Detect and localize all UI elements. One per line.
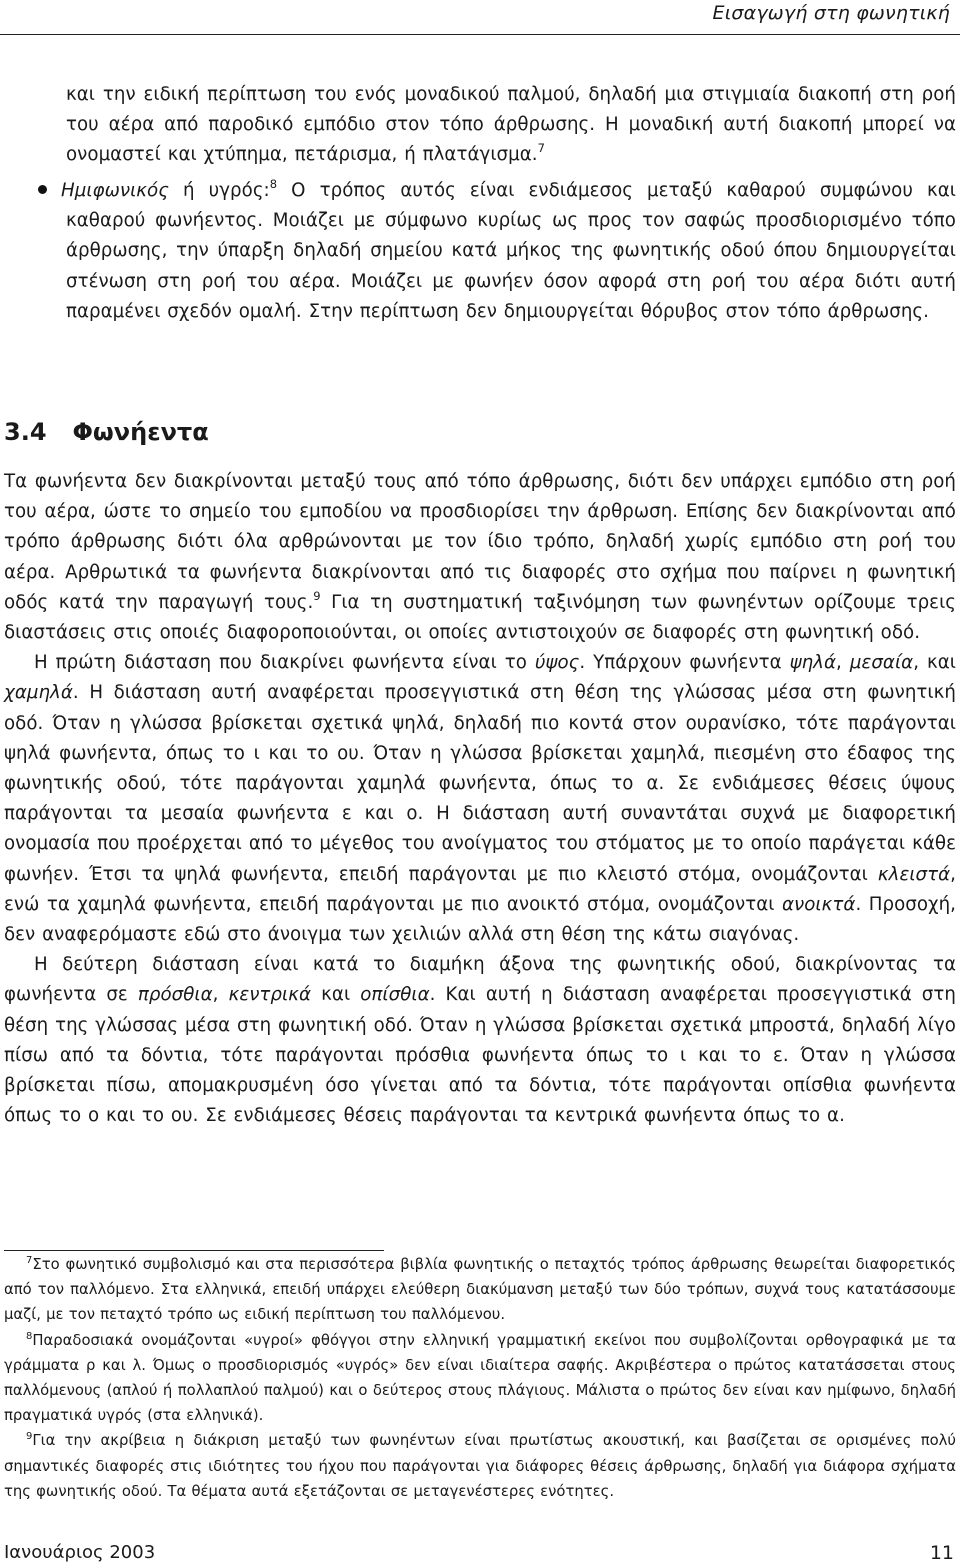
continuation-text: και την ειδική περίπτωση του ενός μοναδικού παλμού, δηλαδή μια στιγμιαία διακοπή στη ροή του αέρα από παροδικό εμπόδιο στον τόπο άρθρωσης. Η μοναδική αυτή διακοπή μπορεί να ονομαστεί και χτύπημα, πετάρισμα, ή πλατάγισμα.: [66, 84, 956, 166]
footnote-8: [4, 1328, 956, 1429]
footnote-text: Για την ακρίβεια η διάκριση μεταξύ των φωνηέντων είναι πρωτίστως ακουστική, και βασίζεται σε ορισμένες πολύ σημαντικές διαφορές στις ιδιότητες του ήχου που παράγονται για διάφορες θέσεις άρθρωσης, δηλαδή για διάφορα σχήματα της φωνητικής οδού. Τα θέματα αυτά εξετάζονται σε μεταγενέστερες ενότητες.: [4, 1432, 956, 1500]
paragraph-3: [4, 950, 956, 1131]
footnote-ref-8[interactable]: 8: [269, 177, 278, 191]
bullet-term: Ημιφωνικός: [61, 180, 169, 201]
section-number: 3.4: [4, 418, 47, 446]
footnote-number: 8: [26, 1330, 33, 1342]
term-mesaia: μεσαία: [849, 652, 914, 674]
term-anoikta: ανοικτά: [782, 893, 856, 915]
p2-text: ,: [836, 652, 850, 674]
continuation-paragraph: [66, 80, 956, 171]
p2-text: . Υπάρχουν φωνήεντα: [579, 652, 790, 674]
p3-text: Η δεύτερη διάσταση είναι κατά το διαμήκη άξονα της φωνητικής οδού, διακρίνοντας τα φωνήεντα σε: [4, 954, 956, 1006]
term-ypsos: ύψος: [534, 652, 580, 674]
term-prosthia: πρόσθια: [137, 984, 213, 1006]
bullet-dot-icon: [38, 185, 47, 194]
footnote-number: 9: [26, 1431, 33, 1443]
footnote-9: [4, 1428, 956, 1504]
p2-text: , ενώ τα χαμηλά φωνήεντα, επειδή παράγονται με πιο ανοικτό στόμα, ονομάζονται: [4, 863, 956, 915]
paragraph-1-text-b: Για τη συστηματική ταξινόμηση των φωνηέντων ορίζουμε τρεις διαστάσεις στις οποιές διαφοροποιούνται, οι οποίες αντιστοιχούν σε διαφορές στη φωνητική οδό.: [4, 591, 956, 644]
footer-date: Ιανουάριος 2003: [4, 1542, 156, 1563]
bullet-list: [4, 176, 956, 327]
p2-text: . Προσοχή, δεν αναφερόμαστε εδώ στο άνοιγμα των χειλιών αλλά στη θέση της κάτω σιαγόνας.: [4, 893, 956, 946]
section-heading: [4, 418, 209, 446]
footnote-ref-9[interactable]: 9: [313, 588, 321, 603]
p3-text: και: [311, 984, 361, 1006]
p2-text: . Η διάσταση αυτή αναφέρεται προσεγγιστικά στη θέση της γλώσσας μέσα στη φωνητική οδό. Όταν η γλώσσα βρίσκεται σχετικά ψηλά, δηλαδή πιο κοντά στον ουρανίσκο, τότε παράγονται ψηλά φωνήεντα, όπως το ι και το ου. Όταν η γλώσσα βρίσκεται χαμηλά, πιεσμένη στο έδαφος της φωνητικής οδού, τότε παράγονται χαμηλά φωνήεντα, όπως το α. Σε ενδιάμεσες θέσεις ύψους παράγονται τα μεσαία φωνήεντα ε και ο. Η διάσταση αυτή συναντάται συχνά με διαφορετική ονομασία που προέρχεται από το μέγεθος του ανοίγματος του στόματος με το οποίο παράγεται κάθε φωνήεν. Έτσι τα ψηλά φωνήεντα, επειδή παράγονται με πιο κλειστό στόμα, ονομάζονται: [4, 682, 956, 885]
page-number: 11: [929, 1542, 954, 1564]
footnote-number: 7: [26, 1255, 33, 1266]
section-title: Φωνήεντα: [72, 418, 209, 446]
bullet-item-semivowel: [4, 176, 956, 327]
footnote-7: [4, 1252, 956, 1328]
bullet-connector: ή υγρός:: [168, 180, 270, 201]
term-psila: ψηλά: [789, 652, 837, 674]
p3-text: ,: [212, 984, 229, 1006]
section-body: [4, 467, 956, 1131]
footnotes: [4, 1252, 956, 1504]
paragraph-2: [4, 648, 956, 950]
bullet-text: Ο τρόπος αυτός είναι ενδιάμεσος μεταξύ καθαρού συμφώνου και καθαρού φωνήεντος. Μοιάζει με σύμφωνο κυρίως ως προς τον σαφώς προσδιορισμένο τόπο άρθρωσης, την ύπαρξη δηλαδή σημείου κατά μήκος της φωνητικής οδού όπου δημιουργείται στένωση στη ροή του αέρα. Μοιάζει με φωνήεν όσον αφορά στη ροή του αέρα διότι αυτή παραμένει σχεδόν ομαλή. Στην περίπτωση δεν δημιουργείται θόρυβος στον τόπο άρθρωσης.: [66, 180, 956, 322]
term-kentrika: κεντρικά: [228, 984, 312, 1006]
header-rule: [0, 34, 960, 35]
paragraph-1-text-a: Τα φωνήεντα δεν διακρίνονται μεταξύ τους από τόπο άρθρωσης, διότι δεν υπάρχει εμπόδιο στη ροή του αέρα, ώστε το σημείο του εμποδίου να προσδιορίσει την άρθρωση. Επίσης δεν διακρίνονται από τρόπο άρθρωσης διότι όλα αρθρώνονται με τον ίδιο τρόπο, δηλαδή χωρίς εμπόδιο στη ροή του αέρα. Αρθρωτικά τα φωνήεντα διακρίνονται από τις διαφορές στο σχήμα που παίρνει η φωνητική οδός κατά την παραγωγή τους.: [4, 471, 956, 613]
paragraph-1: [4, 467, 956, 648]
footnote-rule: [4, 1250, 384, 1251]
running-header: Εισαγωγή στη φωνητική: [712, 2, 950, 24]
p2-text: Η πρώτη διάσταση που διακρίνει φωνήεντα είναι το: [34, 652, 535, 674]
footnote-text: Στο φωνητικό συμβολισμό και στα περισσότερα βιβλία φωνητικής ο πεταχτός τρόπος άρθρωσης θεωρείται διαφορετικός από τον παλλόμενο. Στα ελληνικά, επειδή υπάρχει ελεύθερη διακύμανση μεταξύ των δύο τρόπων, συχνά τους κατατάσσουμε μαζί, με τον πεταχτό τρόπο ως ειδική περίπτωση του παλλόμενου.: [4, 1256, 956, 1324]
p3-text: . Και αυτή η διάσταση αναφέρεται προσεγγιστικά στη θέση της γλώσσας μέσα στη φωνητική οδό. Όταν η γλώσσα βρίσκεται σχετικά μπροστά, δηλαδή λίγο πίσω από τα δόντια, τότε παράγονται πρόσθια φωνήεντα όπως το ι και το ε. Όταν η γλώσσα βρίσκεται πίσω, απομακρυσμένη όσο γίνεται από τα δόντια, τότε παράγονται οπίσθια φωνήεντα όπως το ο και το ου. Σε ενδιάμεσες θέσεις παράγονται τα κεντρικά φωνήεντα όπως το α.: [4, 984, 956, 1127]
term-opisthia: οπίσθια: [360, 984, 430, 1006]
term-kleista: κλειστά: [877, 863, 951, 885]
term-xamila: χαμηλά: [4, 682, 73, 704]
footnote-ref-7[interactable]: 7: [537, 141, 545, 156]
footnote-text: Παραδοσιακά ονομάζονται «υγροί» φθόγγοι στην ελληνική γραμματική εκείνοι που συμβολίζονται ορθογραφικά με τα γράμματα ρ και λ. Όμως ο προσδιορισμός «υγρός» δεν είναι ιδιαίτερα σαφής. Ακριβέστερα ο πρώτος κατατάσσεται στους παλλόμενους (απλού ή πολλαπλού παλμού) και ο δεύτερος στους πλάγιους. Μάλιστα ο πρώτος δεν είναι καν ημίφωνο, δηλαδή πραγματικά υγρός (στα ελληνικά).: [4, 1331, 956, 1425]
p2-text: , και: [913, 652, 956, 674]
